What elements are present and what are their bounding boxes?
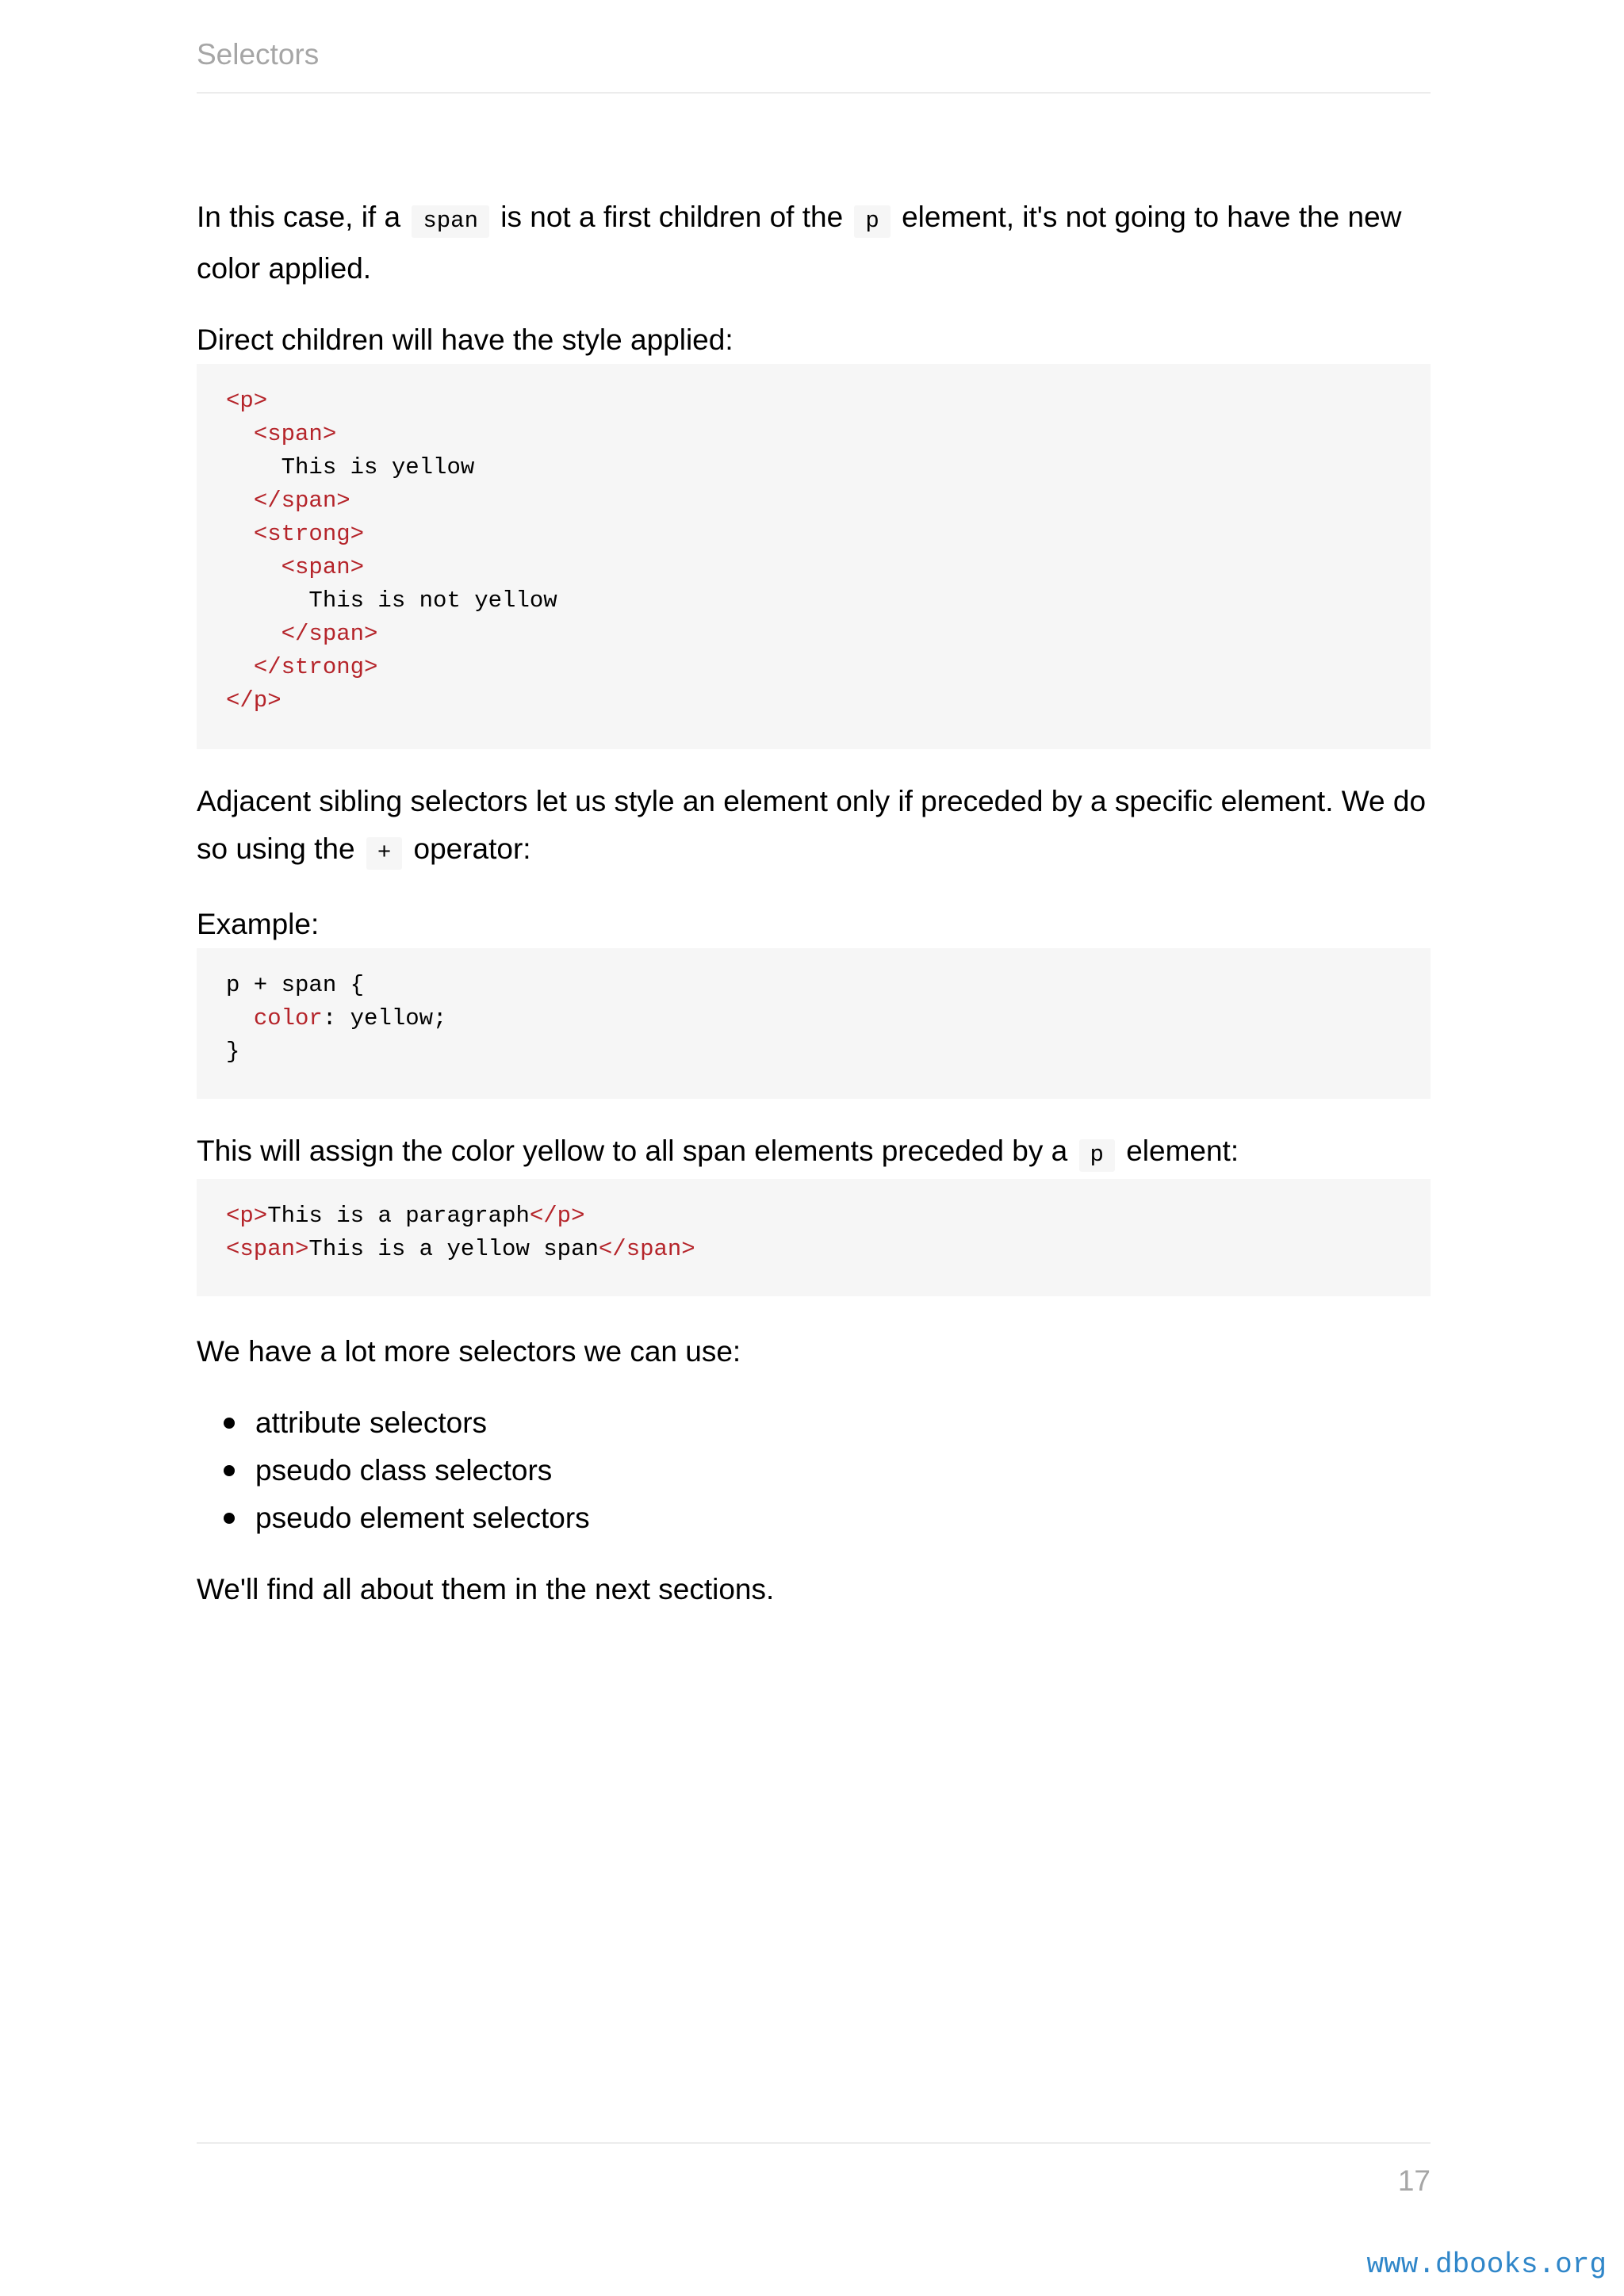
inline-code-span: span [412, 205, 489, 238]
code-block-css-rule [197, 948, 1431, 1099]
code-tag: </p> [529, 1203, 585, 1229]
list-item [197, 1494, 1431, 1542]
code-indent [226, 488, 254, 514]
code-text: p + span { [226, 972, 365, 998]
header-title: Selectors [197, 38, 320, 71]
code-indent [226, 1005, 254, 1031]
bullet-icon [224, 1418, 235, 1429]
code-tag: </p> [226, 687, 282, 714]
bullet-icon [224, 1465, 235, 1476]
code-block-html-nesting [197, 364, 1431, 749]
paragraph-span-not-first-child [197, 193, 1431, 293]
page-header [197, 35, 1431, 94]
code-tag: </span> [253, 488, 350, 514]
text-fragment: This will assign the color yellow to all span elements preceded by a [197, 1135, 1076, 1167]
code-indent [226, 521, 254, 547]
page-content [197, 193, 1431, 1613]
text-fragment: operator: [405, 832, 531, 865]
paragraph-direct-children: Direct children will have the style applied: [197, 323, 733, 356]
paragraph-assign-yellow [197, 1127, 1431, 1179]
code-tag: <p> [226, 1203, 268, 1229]
code-indent [226, 421, 254, 447]
code-tag: </span> [598, 1236, 695, 1262]
code-tag: <span> [281, 554, 365, 580]
inline-code-plus: + [366, 837, 402, 870]
code-text: } [226, 1039, 240, 1065]
page-number: 17 [1397, 2164, 1431, 2197]
code-block-html-example [197, 1179, 1431, 1296]
text-fragment: Adjacent sibling selectors let us style an element only if preceded by a specific element. We do so using the [197, 785, 1427, 865]
paragraph-adjacent-sibling [197, 778, 1431, 877]
page-footer [197, 2142, 1431, 2197]
paragraph-more-selectors: We have a lot more selectors we can use: [197, 1335, 741, 1368]
code-tag: <span> [226, 1236, 309, 1262]
code-indent [226, 554, 282, 580]
code-property: color [253, 1005, 323, 1031]
code-tag: <strong> [253, 521, 365, 547]
watermark-link[interactable]: www.dbooks.org [1366, 2248, 1607, 2281]
code-text: This is a yellow span [308, 1236, 599, 1262]
code-text: This is a paragraph [267, 1203, 530, 1229]
text-fragment: In this case, if a [197, 201, 409, 233]
code-indent [226, 654, 254, 680]
text-fragment: is not a first children of the [492, 201, 852, 233]
text-fragment: element, it's not going to have the new color applied. [197, 201, 1402, 285]
bullet-icon [224, 1513, 235, 1524]
paragraph-next-sections: We'll find all about them in the next sections. [197, 1573, 775, 1605]
list-item-text: pseudo class selectors [255, 1454, 553, 1487]
code-text: This is not yellow [226, 587, 557, 614]
code-tag: </span> [281, 621, 378, 647]
selector-types-list [197, 1399, 1431, 1542]
code-tag: </strong> [253, 654, 378, 680]
code-tag: <p> [226, 388, 268, 414]
inline-code-p: p [1079, 1139, 1115, 1172]
list-item [197, 1447, 1431, 1494]
code-indent [226, 621, 282, 647]
code-tag: <span> [253, 421, 337, 447]
code-text: : yellow; [322, 1005, 447, 1031]
list-item-text: attribute selectors [255, 1406, 488, 1439]
code-text: This is yellow [226, 454, 475, 480]
paragraph-example: Example: [197, 908, 320, 940]
inline-code-p: p [854, 205, 890, 238]
text-fragment: element: [1117, 1135, 1239, 1167]
list-item-text: pseudo element selectors [255, 1502, 590, 1534]
list-item [197, 1399, 1431, 1447]
